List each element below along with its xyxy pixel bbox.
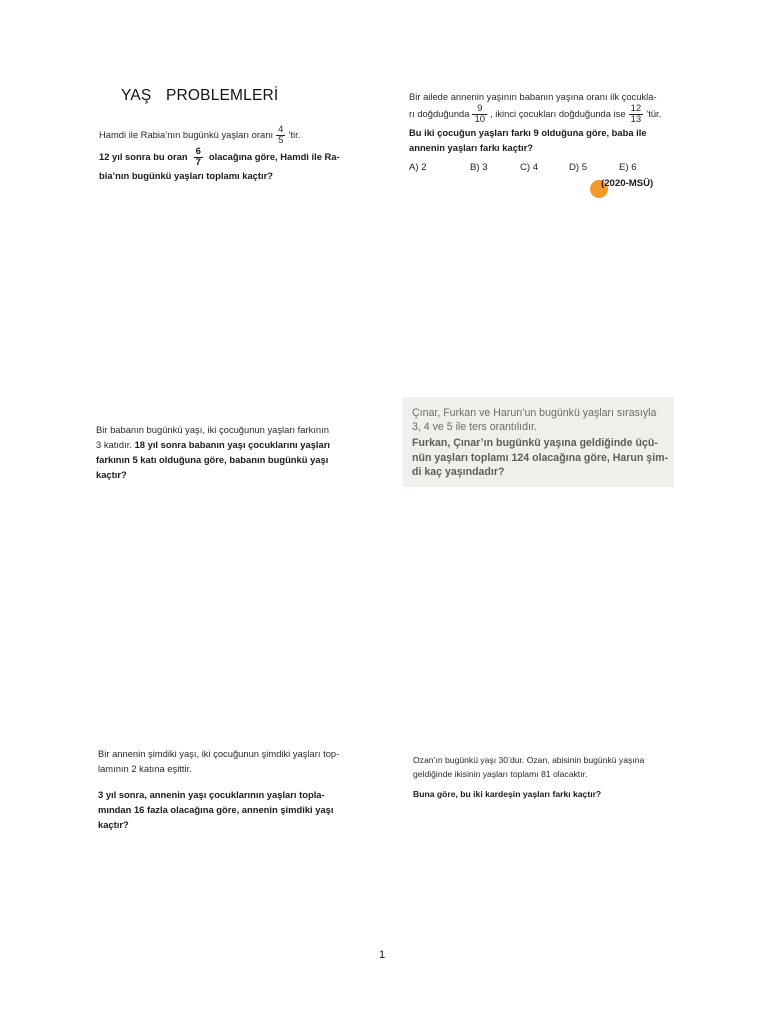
problem-6 [413,753,683,801]
option-e: E) 6 [619,162,637,173]
problem-4-text: Çınar, Furkan ve Harun’un bugünkü yaşları sırasıyla 3, 4 ve 5 ile ters orantılıdır. [412,407,657,433]
problem-4-question: Furkan, Çınar’ın bugünkü yaşına geldiğinde üçü- nün yaşları toplamı 124 olacağına göre, Harun şim- di kaç yaşındadır? [412,437,669,478]
problem-4-scan [403,397,674,487]
source-label: (2020-MSÜ) [601,178,654,189]
fraction-9-10: $\frac{9}{10}$ [474,103,486,125]
problem-1-line-1: Hamdi ile Rabia’nın bugünkü yaşları oranı $\frac{4}{5}$ ’tir. [99,124,301,146]
fraction-12-13: $\frac{12}{13}$ [630,103,642,125]
problem-6-line-2: geldiğinde ikisinin yaşları toplamı 81 olacaktır. [413,769,588,779]
page-title: YAŞ PROBLEMLERİ [121,87,279,104]
problem-5-line-2: lamının 2 katına eşittir. [98,763,192,774]
answer-options [409,162,669,176]
problem-3-line-3: farkının 5 katı olduğuna göre, babanın bugünkü yaşı [96,454,329,465]
problem-2 [409,89,679,155]
problem-5-bold-3: kaçtır? [98,819,129,830]
problem-6-line-1: Ozan’ın bugünkü yaşı 30’dur. Ozan, abisinin bugünkü yaşına [413,755,645,765]
problem-5-line-1: Bir annenin şimdiki yaşı, iki çocuğunun şimdiki yaşları top- [98,748,340,759]
problem-5-bold-1: 3 yıl sonra, annenin yaşı çocuklarının yaşları topla- [98,789,325,800]
problem-2-bold-2: annenin yaşları farkı kaçtır? [409,142,534,153]
problem-2-bold-1: Bu iki çocuğun yaşları farkı 9 olduğuna göre, baba ile [409,127,647,138]
fraction-6-7: $\frac{6}{7}$ [195,146,201,168]
option-d: D) 5 [569,162,588,173]
problem-3-line-2: 3 katıdır. 18 yıl sonra babanın yaşı çocuklarını yaşları [96,439,330,450]
problem-3-line-4: kaçtır? [96,469,127,480]
problem-6-bold-1: Buna göre, bu iki kardeşin yaşları farkı kaçtır? [413,789,602,799]
problem-2-line-1: Bir ailede annenin yaşının babanın yaşına oranı ilk çocukla- [409,91,657,102]
problem-2-line-2: rı doğduğunda $\frac{9}{10}$ , ikinci çocukları doğduğunda ise $\frac{12}{13}$ ’tür. [409,103,662,125]
problem-3 [96,422,358,482]
option-a: A) 2 [409,162,427,173]
option-c: C) 4 [520,162,539,173]
problem-5-bold-2: mından 16 fazla olacağına göre, annenin şimdiki yaşı [98,804,334,815]
problem-1 [99,125,369,183]
problem-1-line-3: bia’nın bugünkü yaşları toplamı kaçtır? [99,170,273,181]
option-b: B) 3 [470,162,488,173]
fraction-4-5: $\frac{4}{5}$ [278,124,284,146]
problem-1-line-2: 12 yıl sonra bu oran $\frac{6}{7}$ olacağına göre, Hamdi ile Ra- [99,146,340,168]
problem-3-line-1: Bir babanın bugünkü yaşı, iki çocuğunun yaşları farkının [96,424,329,435]
page-number: 1 [379,949,386,961]
problem-5 [98,746,368,832]
